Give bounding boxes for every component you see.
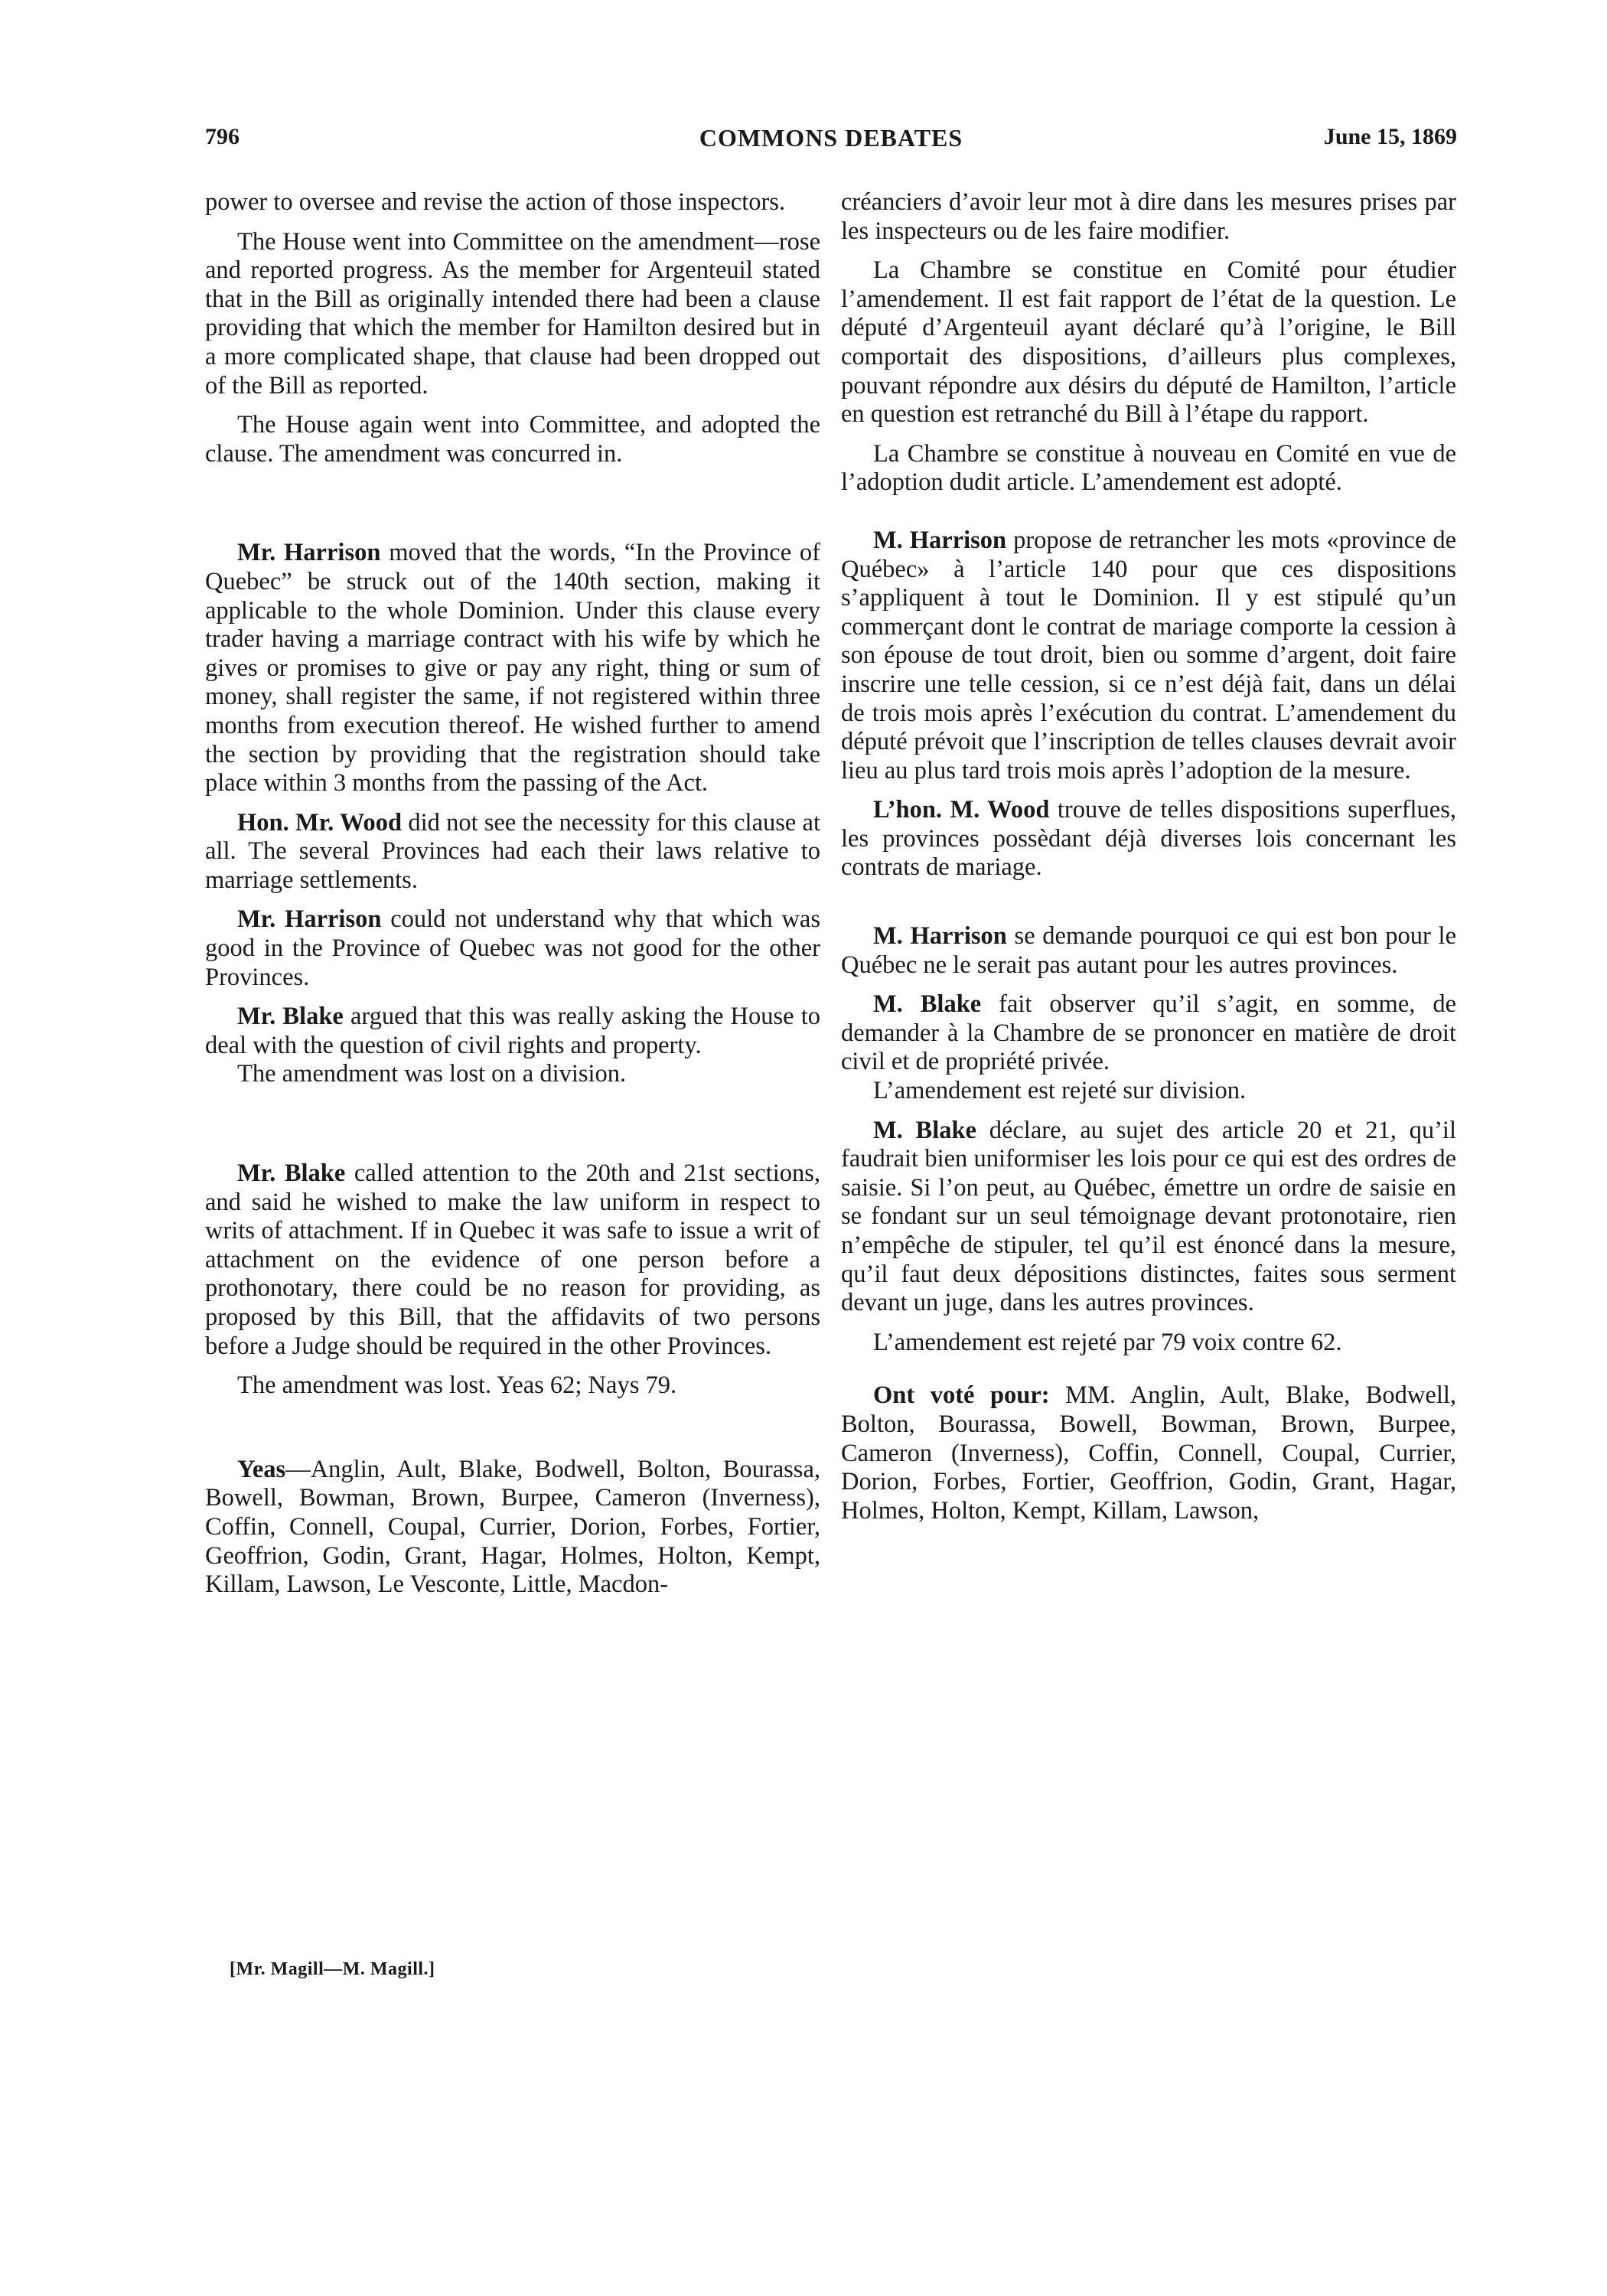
paragraph: L’amendement est rejeté sur division.: [873, 1077, 1247, 1105]
speaker-name: M. Blake: [873, 1116, 976, 1144]
paragraph: L’amendement est rejeté par 79 voix contre 62.: [873, 1328, 1342, 1356]
speech-paragraph: [841, 796, 1456, 882]
division-label: Yeas: [237, 1455, 286, 1483]
speaker-name: Mr. Harrison: [237, 539, 381, 567]
speech-paragraph: [841, 922, 1456, 980]
speech-text: déclare, au sujet des article 20 et 21, qu’il faudrait bien uniformiser les lois pour ce qui est des ordres de saisie. Si l’on peut, au Québec, émettre un ordre de saisie en se fondant sur un seul témoignage devant protonotaire, rien n’empêche de stipuler, tel qu’il est énoncé dans la mesure, qu’il faut deux dépositions distinctes, faites sous serment devant un juge, dans les autres provinces.: [841, 1116, 1456, 1317]
speaker-name: Mr. Blake: [237, 1159, 346, 1188]
division-list: [841, 1381, 1456, 1525]
page-title: COMMONS DEBATES: [699, 124, 963, 152]
page-header: [205, 124, 1457, 162]
paragraph: The amendment was lost. Yeas 62; Nays 79.: [237, 1371, 677, 1400]
speech-paragraph: [205, 1159, 820, 1361]
paragraph: power to oversee and revise the action of those inspectors.: [205, 188, 786, 216]
page-number: 796: [205, 124, 240, 149]
speech-text: propose de retrancher les mots «province de Québec» à l’article 140 pour que ces dispositions s’appliquent à tout le Dominion. Il y est stipulé qu’un commerçant dont le contrat de mariage comporte la cession à son épouse de tout droit, bien ou somme d’argent, doit faire inscrire une telle cession, si ce n’est déjà fait, dans un délai de trois mois après l’exécution du contrat. L’amendement du député prévoit que l’inscription de telles clauses devrait avoir lieu au plus tard trois mois après l’adoption de la mesure.: [841, 526, 1456, 784]
speech-text: called attention to the 20th and 21st sections, and said he wished to make the law uniform in respect to writs of attachment. If in Quebec it was safe to issue a writ of attachment on the evidence of one person before a prothonotary, there could be no reason for providing, as proposed by this Bill, that the affidavits of two persons before a Judge should be required in the other Provinces.: [205, 1159, 821, 1360]
paragraph: The amendment was lost on a division.: [237, 1060, 627, 1088]
speech-paragraph: [205, 809, 820, 895]
division-names: MM. Anglin, Ault, Blake, Bodwell, Bolton, Bourassa, Bowell, Bowman, Brown, Burpee, Cameron (Inverness), Coffin, Connell, Coupal, Currier, Dorion, Forbes, Fortier, Geoffrion, Godin, Grant, Hagar, Holmes, Holton, Kempt, Killam, Lawson,: [841, 1381, 1456, 1525]
speaker-name: M. Blake: [873, 990, 982, 1019]
footer-note: [Mr. Magill—M. Magill.]: [230, 1959, 435, 1979]
paragraph: La Chambre se constitue à nouveau en Comité en vue de l’adoption dudit article. L’amendement est adopté.: [841, 439, 1456, 497]
speech-paragraph: [841, 1117, 1456, 1318]
paragraph: The House again went into Committee, and adopted the clause. The amendment was concurred in.: [205, 411, 820, 468]
speaker-name: M. Harrison: [873, 526, 1007, 554]
speech-text: se demande pourquoi ce qui est bon pour le Québec ne le serait pas autant pour les autres provinces.: [841, 922, 1456, 979]
speech-text: did not see the necessity for this clause at all. The several Provinces had each their laws relative to marriage settlements.: [205, 808, 820, 894]
french-column: [841, 188, 1456, 1525]
speaker-name: Mr. Harrison: [237, 905, 382, 934]
english-column: [205, 188, 820, 1600]
speaker-name: Hon. Mr. Wood: [237, 808, 403, 837]
speech-paragraph: [841, 527, 1456, 785]
speech-text: could not understand why that which was good in the Province of Quebec was not good for the other Provinces.: [205, 905, 820, 991]
speech-text: moved that the words, “In the Province of Quebec” be struck out of the 140th section, making it applicable to the whole Dominion. Under this clause every trader having a marriage contract with his wife by which he gives or promises to give or pay any right, thing or sum of money, shall register the same, if not registered within three months from execution thereof. He wished further to amend the section by providing that the registration should take place within 3 months from the passing of the Act.: [205, 539, 821, 797]
division-label: Ont voté pour:: [873, 1381, 1050, 1410]
speech-text: argued that this was really asking the House to deal with the question of civil rights and property.: [205, 1003, 820, 1059]
speech-paragraph: [205, 905, 820, 992]
paragraph: La Chambre se constitue en Comité pour étudier l’amendement. Il est fait rapport de l’état de la question. Le député d’Argenteuil ayant déclaré qu’à l’origine, le Bill comportait des dispositions, d’ailleurs plus complexes, pouvant répondre aux désirs du député de Hamilton, l’article en question est retranché du Bill à l’étape du rapport.: [841, 256, 1456, 429]
division-list: [205, 1456, 820, 1600]
speech-paragraph: [205, 1003, 820, 1060]
speaker-name: M. Harrison: [873, 922, 1007, 951]
page-date: June 15, 1869: [1323, 124, 1457, 149]
paragraph: The House went into Committee on the amendment—rose and reported progress. As the member for Argenteuil stated that in the Bill as originally intended there had been a clause providing that which the member for Hamilton desired but in a more complicated shape, that clause had been dropped out of the Bill as reported.: [205, 227, 820, 400]
paragraph: créanciers d’avoir leur mot à dire dans les mesures prises par les inspecteurs ou de les faire modifier.: [841, 188, 1456, 245]
division-names: —Anglin, Ault, Blake, Bodwell, Bolton, Bourassa, Bowell, Bowman, Brown, Burpee, Cameron (Inverness), Coffin, Connell, Coupal, Currier, Dorion, Forbes, Fortier, Geoffrion, Godin, Grant, Hagar, Holmes, Holton, Kempt, Killam, Lawson, Le Vesconte, Little, Macdon-: [205, 1455, 820, 1599]
speech-text: trouve de telles dispositions superflues, les provinces possèdant déjà diverses lois concernant les contrats de mariage.: [841, 796, 1457, 882]
speaker-name: Mr. Blake: [237, 1003, 344, 1031]
speech-paragraph: [841, 990, 1456, 1077]
speech-paragraph: [205, 539, 820, 797]
speech-text: fait observer qu’il s’agit, en somme, de demander à la Chambre de se prononcer en matière de droit civil et de propriété privée.: [841, 990, 1456, 1076]
speaker-name: L’hon. M. Wood: [873, 796, 1050, 824]
